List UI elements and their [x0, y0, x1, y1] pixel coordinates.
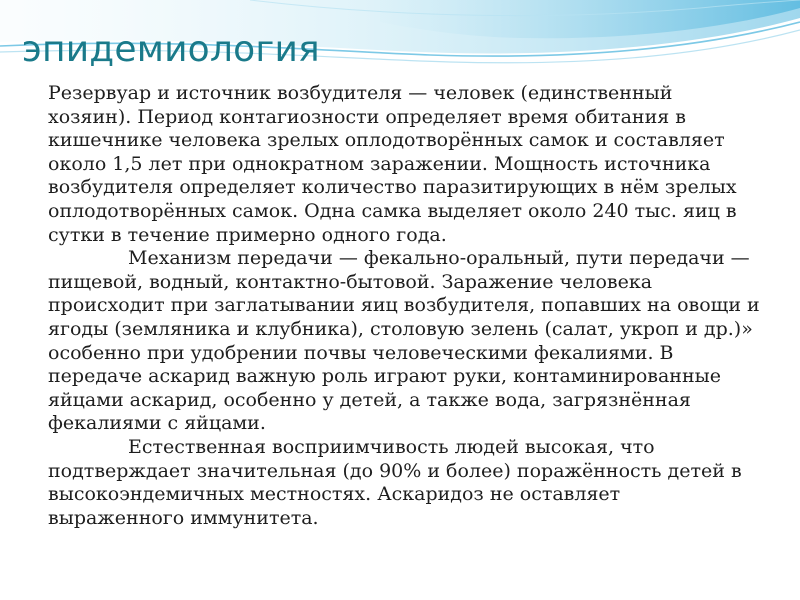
paragraph-reservoir: Резервуар и источник возбудителя — человек (единственный хозяин). Период контагиозности определяет время обитания в кишечнике человека зрелых оплодотворённых самок и составляет около 1,5 лет при однократном заражении. Мощность источника возбудителя определяет количество паразитирующих в нём зрелых оплодотворённых самок. Одна самка выделяет около 240 тыс. яиц в сутки в течение примерно одного года. — [48, 82, 737, 246]
paragraph-susceptibility: Естественная восприимчивость людей высокая, что подтверждает значительная (до 90% и более) поражённость детей в высокоэндемичных местностях. Аскаридоз не оставляет выраженного иммунитета. — [48, 435, 742, 529]
body-text — [48, 82, 760, 530]
slide-title: эпидемиология — [22, 29, 320, 70]
paragraph-transmission: Механизм передачи — фекально-оральный, пути передачи — пищевой, водный, контактно-бытовой. Заражение человека происходит при заглатывании яиц возбудителя, попавших на овощи и ягоды (земляника и клубника), столовую зелень (салат, укроп и др.)» особенно при удобрении почвы человеческими фекалиями. В передаче аскарид важную роль играют руки, контаминированные яйцами аскарид, особенно у детей, а также вода, загрязнённая фекалиями с яйцами. — [48, 247, 760, 435]
